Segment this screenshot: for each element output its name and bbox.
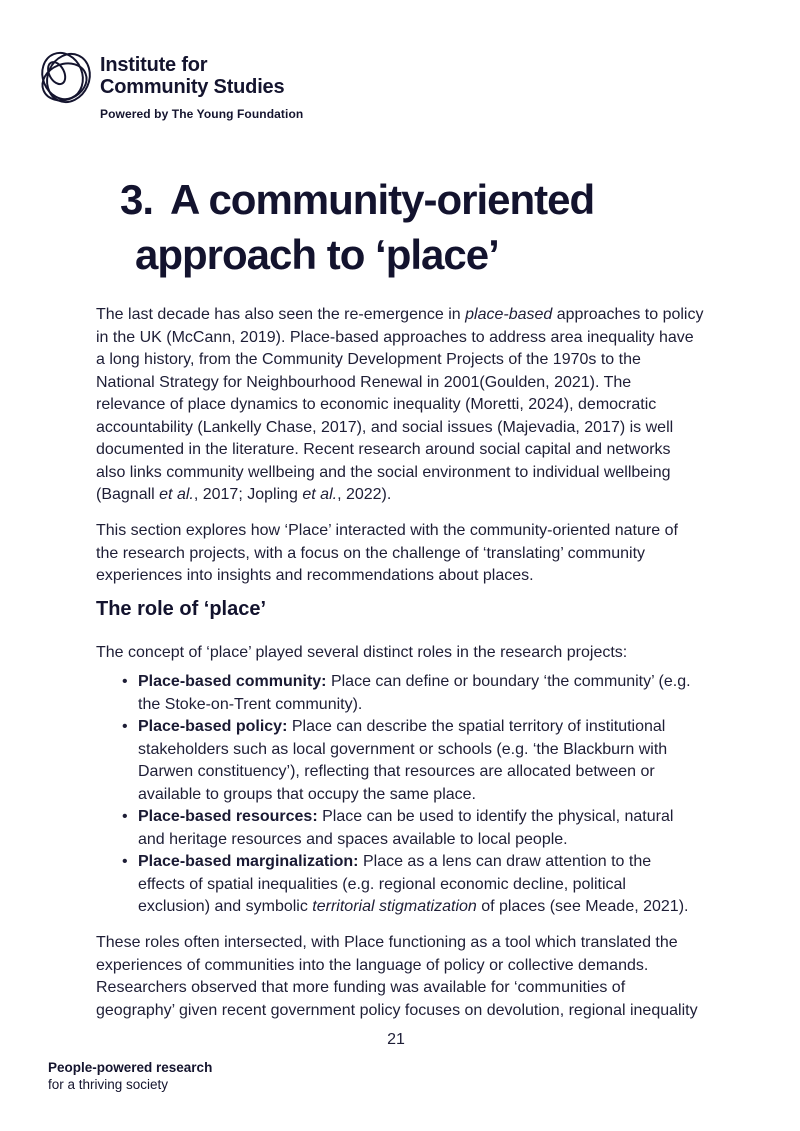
bullet-icon: • [122, 853, 128, 870]
list-item-text: Place-based marginalization: Place as a lens can draw attention to the effects of spatial inequalities (e.g. regional economic decline, political exclusion) and symbolic territorial stigmatization of places (see Meade, 2021). [138, 853, 689, 915]
logo-name-line1: Institute for [100, 54, 208, 76]
chapter-heading-line1: A community-oriented [170, 176, 595, 223]
list-item-place-based-marginalization [96, 851, 691, 919]
logo-text [100, 46, 303, 121]
logo [34, 46, 303, 121]
list-item-place-based-community [96, 671, 691, 716]
chapter-number: 3. [120, 176, 154, 223]
footer-slogan [48, 1060, 212, 1093]
paragraph-list-lead: The concept of ‘place’ played several distinct roles in the research projects: [96, 644, 628, 661]
paragraph-closing: These roles often intersected, with Place functioning as a tool which translated the experiences of communities into the language of policy or collective demands. Researchers observed that more funding was available for ‘communities of geography’ given recent government policy focuses on devolution, regional inequality [96, 934, 698, 1019]
list-item-text: Place-based policy: Place can describe the spatial territory of institutional stakeholders such as local government or schools (e.g. ‘the Blackburn with Darwen constituency’), reflecting that resources are allocated between or available to groups that occupy the same place. [138, 718, 668, 803]
footer-slogan-line1: People-powered research [48, 1060, 213, 1075]
bullet-icon: • [122, 718, 128, 735]
list-item-place-based-policy [96, 716, 691, 806]
paragraph-section-overview: This section explores how ‘Place’ interacted with the community-oriented nature of the research projects, with a focus on the challenge of ‘translating’ community experiences into insights and recommendations about places. [96, 522, 678, 584]
list-item-text: Place-based resources: Place can be used to identify the physical, natural and heritage resources and spaces available to local people. [138, 808, 674, 848]
logo-name-line2: Community Studies [100, 76, 285, 98]
subsection-heading: The role of ‘place’ [96, 598, 267, 620]
chapter-heading-line2: approach to ‘place’ [135, 231, 499, 278]
bullet-icon: • [122, 808, 128, 825]
list-item-text: Place-based community: Place can define or boundary ‘the community’ (e.g. the Stoke-on-Trent community). [138, 673, 691, 713]
paragraph-intro: The last decade has also seen the re-emergence in place-based approaches to policy in the UK (McCann, 2019). Place-based approaches to address area inequality have a long history, from the Community Development Projects of the 1970s to the National Strategy for Neighbourhood Renewal in 2001(Goulden, 2021). The relevance of place dynamics to economic inequality (Moretti, 2024), democratic accountability (Lankelly Chase, 2017), and social issues (Majevadia, 2017) is well documented in the literature. Recent research around social capital and networks also links community wellbeing and the social environment to individual wellbeing (Bagnall et al., 2017; Jopling et al., 2022). [96, 306, 704, 503]
list-item-place-based-resources [96, 806, 691, 851]
logo-tagline: Powered by The Young Foundation [100, 107, 304, 121]
chapter-heading [120, 172, 740, 282]
logo-org-name [100, 54, 303, 98]
bullet-icon: • [122, 673, 128, 690]
ics-logo-mark [34, 46, 97, 110]
bullet-list [96, 671, 691, 919]
footer-slogan-line2: for a thriving society [48, 1076, 169, 1092]
page-number: 21 [387, 1031, 405, 1048]
